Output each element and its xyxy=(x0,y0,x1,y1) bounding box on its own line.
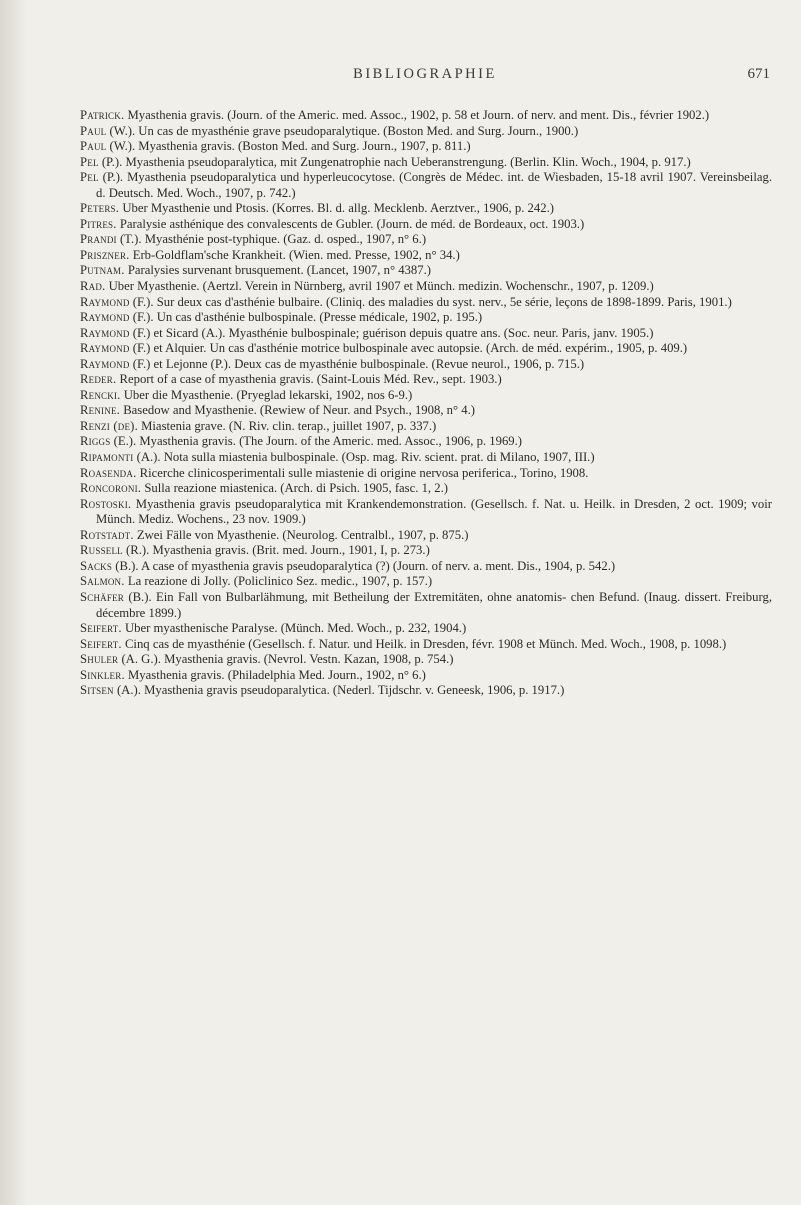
bibliography-entry xyxy=(80,388,772,404)
entry-author: Sitsen xyxy=(80,683,114,698)
entry-text: Myasthenia gravis pseudoparalytica mit Krankendemonstration. (Gesellsch. f. Nat. u. Heilk. in Dresden, 2 oct. 1909; voir Münch. Mediz. Wochens., 23 nov. 1909.) xyxy=(96,496,772,527)
bibliography-entry xyxy=(80,155,772,171)
bibliography-entry xyxy=(80,372,772,388)
bibliography-entry xyxy=(80,263,772,279)
entry-text: Sulla reazione miastenica. (Arch. di Psich. 1905, fasc. 1, 2.) xyxy=(141,481,449,496)
entry-text: (W.). Un cas de myasthénie grave pseudoparalytique. (Boston Med. and Surg. Journ., 1900.) xyxy=(106,123,579,138)
entry-text: Uber Myasthenie. (Aertzl. Verein in Nürnberg, avril 1907 et Münch. medizin. Wochenschr., 1907, p. 1209.) xyxy=(105,279,654,294)
entry-text: Paralysie asthénique des convalescents de Gubler. (Journ. de méd. de Bordeaux, oct. 1903.) xyxy=(116,216,585,231)
entry-text: Miastenia grave. (N. Riv. clin. terap., juillet 1907, p. 337.) xyxy=(137,418,437,433)
entry-author: Peters. xyxy=(80,201,120,216)
bibliography-entry xyxy=(80,637,772,653)
entry-author: Rencki. xyxy=(80,387,121,402)
entry-text: (F.). Sur deux cas d'asthénie bulbaire. (Cliniq. des maladies du syst. nerv., 5e série, leçons de 1898-1899. Paris, 1901.) xyxy=(129,294,732,309)
entry-author: Renine. xyxy=(80,403,121,418)
entry-author: Pitres. xyxy=(80,216,117,231)
entry-author: Riggs xyxy=(80,434,111,449)
entry-text: (F.). Un cas d'asthénie bulbospinale. (Presse médicale, 1902, p. 195.) xyxy=(129,310,483,325)
bibliography-entry xyxy=(80,403,772,419)
entry-author: Raymond xyxy=(80,356,130,371)
bibliography-entry xyxy=(80,574,772,590)
entry-text: Cinq cas de myasthénie (Gesellsch. f. Natur. und Heilk. in Dresden, févr. 1908 et Münch. Med. Woch., 1908, p. 1098.) xyxy=(121,636,727,651)
bibliography-entry xyxy=(80,108,772,124)
bibliography-entry xyxy=(80,279,772,295)
entry-author: Prandi xyxy=(80,232,117,247)
entry-text: (E.). Myasthenia gravis. (The Journ. of the Americ. med. Assoc., 1906, p. 1969.) xyxy=(110,434,523,449)
entry-text: (R.). Myasthenia gravis. (Brit. med. Journ., 1901, I, p. 273.) xyxy=(122,543,430,558)
entry-author: Schäfer xyxy=(80,589,124,604)
entry-text: (A.). Nota sulla miastenia bulbospinale. (Osp. mag. Riv. scient. prat. di Milano, 1907, III.) xyxy=(133,450,595,465)
entry-author: Raymond xyxy=(80,310,130,325)
entry-author: Rad. xyxy=(80,279,106,294)
bibliography-entry xyxy=(80,326,772,342)
entry-author: Rostoski. xyxy=(80,496,132,511)
entry-author: Reder. xyxy=(80,372,117,387)
entry-text: (P.). Myasthenia pseudoparalytica, mit Zungenatrophie nach Ueberanstrengung. (Berlin. Klin. Woch., 1904, p. 917.) xyxy=(98,154,691,169)
bibliography-entry xyxy=(80,621,772,637)
entry-author: Patrick. xyxy=(80,108,125,122)
entry-text: Myasthenia gravis. (Journ. of the Americ. med. Assoc., 1902, p. 58 et Journ. of nerv. and ment. Dis., février 1902.) xyxy=(124,108,710,122)
entry-author: Russell xyxy=(80,543,123,558)
entry-author: Raymond xyxy=(80,294,130,309)
bibliography-entry xyxy=(80,248,772,264)
entry-author: Ripamonti xyxy=(80,450,134,465)
entry-author: Roncoroni. xyxy=(80,481,142,496)
entry-text: (W.). Myasthenia gravis. (Boston Med. and Surg. Journ., 1907, p. 811.) xyxy=(106,139,471,154)
entry-text: Uber myasthenische Paralyse. (Münch. Med. Woch., p. 232, 1904.) xyxy=(121,621,467,636)
entry-text: (F.) et Sicard (A.). Myasthénie bulbospinale; guérison depuis quatre ans. (Soc. neur. Paris, janv. 1905.) xyxy=(129,325,654,340)
entry-author: Raymond xyxy=(80,325,130,340)
entry-text: (F.) et Lejonne (P.). Deux cas de myasthénie bulbospinale. (Revue neurol., 1906, p. 715.) xyxy=(129,356,585,371)
bibliography-entry xyxy=(80,668,772,684)
entry-text: La reazione di Jolly. (Policlinico Sez. medic., 1907, p. 157.) xyxy=(124,574,433,589)
bibliography-entry xyxy=(80,170,772,201)
entry-author: Sacks xyxy=(80,558,113,573)
entry-text: (T.). Myasthénie post-typhique. (Gaz. d. osped., 1907, n° 6.) xyxy=(116,232,427,247)
entry-text: Erb-Goldflam'sche Krankheit. (Wien. med. Presse, 1902, n° 34.) xyxy=(129,247,460,262)
bibliography-entry xyxy=(80,201,772,217)
entry-text: (F.) et Alquier. Un cas d'asthénie motrice bulbospinale avec autopsie. (Arch. de méd. expérim., 1905, p. 409.) xyxy=(129,341,688,356)
entry-text: (P.). Myasthenia pseudoparalytica und hyperleucocytose. (Congrès de Médec. int. de Wiesbaden, 15-18 avril 1907. Vereinsbeilag. d. Deutsch. Med. Woch., 1907, p. 742.) xyxy=(96,170,772,200)
bibliography-list xyxy=(80,108,772,699)
bibliography-entry xyxy=(80,652,772,668)
entry-author: Shuler xyxy=(80,652,119,667)
entry-author: Rotstadt. xyxy=(80,527,134,542)
running-title: BIBLIOGRAPHIE xyxy=(353,66,497,82)
entry-author: Seifert. xyxy=(80,636,122,651)
bibliography-entry xyxy=(80,124,772,140)
entry-author: Seifert. xyxy=(80,621,122,636)
entry-text: (A. G.). Myasthenia gravis. (Nevrol. Vestn. Kazan, 1908, p. 754.) xyxy=(118,652,454,667)
bibliography-entry xyxy=(80,528,772,544)
entry-author: Priszner. xyxy=(80,247,130,262)
bibliography-entry xyxy=(80,295,772,311)
bibliography-entry xyxy=(80,590,772,621)
entry-author: Paul xyxy=(80,123,107,138)
bibliography-entry xyxy=(80,450,772,466)
entry-text: Uber Myasthenie und Ptosis. (Korres. Bl. d. allg. Mecklenb. Aerztver., 1906, p. 242.) xyxy=(119,201,554,216)
entry-text: Basedow and Myasthenie. (Rewiew of Neur. and Psych., 1908, n° 4.) xyxy=(120,403,476,418)
entry-text: Report of a case of myasthenia gravis. (Saint-Louis Méd. Rev., sept. 1903.) xyxy=(116,372,502,387)
entry-text: Myasthenia gravis. (Philadelphia Med. Journ., 1902, n° 6.) xyxy=(124,667,426,682)
entry-author: Raymond xyxy=(80,341,130,356)
bibliography-entry xyxy=(80,310,772,326)
entry-author: Salmon. xyxy=(80,574,125,589)
entry-text: (B.). Ein Fall von Bulbarlähmung, mit Betheilung der Extremitäten, ohne anatomis- chen Befund. (Inaug. dissert. Freiburg, décembre 1899.) xyxy=(96,589,772,620)
bibliography-entry xyxy=(80,217,772,233)
entry-author: Roasenda. xyxy=(80,465,137,480)
bibliography-entry xyxy=(80,419,772,435)
bibliography-entry xyxy=(80,139,772,155)
entry-author: Paul xyxy=(80,139,107,154)
bibliography-entry xyxy=(80,341,772,357)
bibliography-entry xyxy=(80,481,772,497)
bibliography-entry xyxy=(80,434,772,450)
entry-text: (B.). A case of myasthenia gravis pseudoparalytica (?) (Journ. of nerv. a. ment. Dis., 1904, p. 542.) xyxy=(112,558,616,573)
bibliography-entry xyxy=(80,232,772,248)
entry-text: Zwei Fälle von Myasthenie. (Neurolog. Centralbl., 1907, p. 875.) xyxy=(133,527,469,542)
entry-text: Uber die Myasthenie. (Pryeglad lekarski, 1902, nos 6-9.) xyxy=(120,387,413,402)
bibliography-entry xyxy=(80,543,772,559)
bibliography-entry xyxy=(80,497,772,528)
bibliography-entry xyxy=(80,559,772,575)
bibliography-entry xyxy=(80,683,772,699)
entry-author: Sinkler. xyxy=(80,667,125,682)
bibliography-entry xyxy=(80,466,772,482)
entry-author: Putnam. xyxy=(80,263,125,278)
entry-text: Paralysies survenant brusquement. (Lancet, 1907, n° 4387.) xyxy=(124,263,431,278)
page-number: 671 xyxy=(747,66,770,82)
page-edge-shadow xyxy=(0,0,28,1205)
entry-author: Renzi (de). xyxy=(80,418,138,433)
entry-text: Ricerche clinicosperimentali sulle miastenie di origine nervosa periferica., Torino, 1908. xyxy=(136,465,589,480)
bibliography-entry xyxy=(80,357,772,373)
page-header xyxy=(80,66,770,88)
entry-author: Pel xyxy=(80,154,99,169)
entry-text: (A.). Myasthenia gravis pseudoparalytica. (Nederl. Tijdschr. v. Geneesk, 1906, p. 1917.) xyxy=(113,683,565,698)
entry-author: Pel xyxy=(80,170,99,185)
